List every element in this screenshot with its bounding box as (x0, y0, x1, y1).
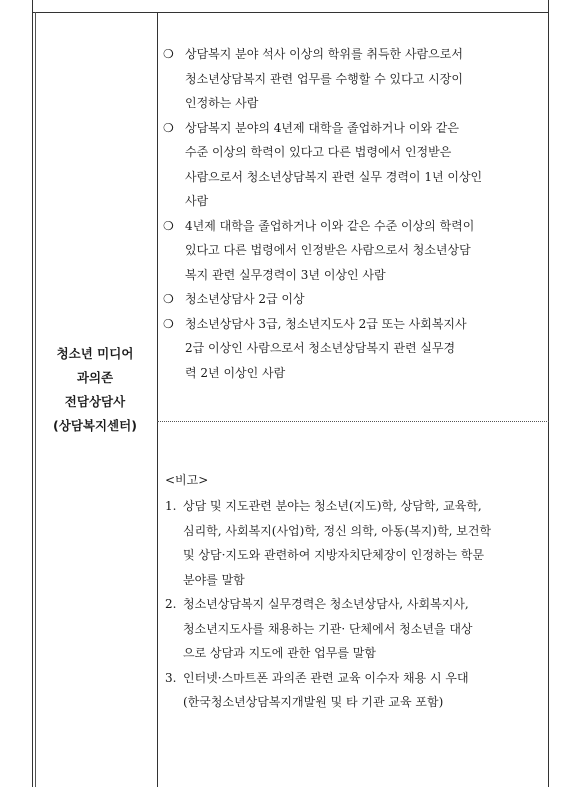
position-title-line: 과의존 (76, 370, 114, 385)
requirement-item (163, 287, 541, 312)
requirements-list (163, 42, 541, 385)
position-title (33, 342, 157, 438)
requirement-line: 있다고 다른 법령에서 인정받은 사람으로서 청소년상담 (185, 243, 471, 257)
requirement-line: 사람으로서 청소년상담복지 관련 실무 경력이 1년 이상인 (185, 169, 483, 184)
note-item (163, 666, 541, 715)
requirement-line: 력 2년 이상인 사람 (185, 365, 286, 380)
note-number: 1. (165, 499, 177, 513)
requirement-line: 상담복지 분야 석사 이상의 학위를 취득한 사람으로서 (185, 47, 463, 61)
requirement-item (163, 42, 541, 116)
table-top-border (32, 12, 549, 13)
notes-title: <비고> (165, 473, 209, 487)
column-divider (157, 12, 158, 787)
requirement-line: 청소년상담복지 관련 업무를 수행할 수 있다고 시장이 (185, 71, 463, 86)
note-number: 3. (165, 670, 177, 685)
requirement-line: 2급 이상인 사람으로서 청소년상담복지 관련 실무경 (185, 341, 456, 355)
requirement-item (163, 312, 541, 386)
circle-bullet-icon: ❍ (163, 218, 174, 233)
requirement-line: 청소년상담사 3급, 청소년지도사 2급 또는 사회복지사 (185, 316, 467, 331)
requirement-item (163, 214, 541, 288)
requirement-line: 복지 관련 실무경력이 3년 이상인 사람 (185, 267, 386, 282)
notes-section (163, 468, 541, 715)
circle-bullet-icon: ❍ (163, 47, 174, 61)
note-line: 상담 및 지도관련 분야는 청소년(지도)학, 상담학, 교육학, (183, 499, 482, 513)
position-title-line: 청소년 미디어 (56, 346, 134, 361)
note-item (163, 494, 541, 592)
requirement-line: 청소년상담사 2급 이상 (185, 292, 305, 306)
note-line: (한국청소년상담복지개발원 및 타 기관 교육 포함) (183, 695, 444, 709)
note-line: 인터넷·스마트폰 과의존 관련 교육 이수자 채용 시 우대 (183, 670, 469, 685)
note-item (163, 592, 541, 666)
note-line: 청소년상담복지 실무경력은 청소년상담사, 사회복지사, (183, 597, 469, 611)
note-line: 청소년지도사를 채용하는 기관· 단체에서 청소년을 대상 (183, 621, 473, 636)
circle-bullet-icon: ❍ (163, 292, 174, 306)
note-line: 분야를 말함 (183, 572, 245, 587)
requirement-line: 수준 이상의 학력이 있다고 다른 법령에서 인정받은 (185, 145, 452, 159)
position-title-line: (상담복지센터) (53, 418, 137, 433)
circle-bullet-icon: ❍ (163, 120, 174, 135)
requirement-line: 상담복지 분야의 4년제 대학을 졸업하거나 이와 같은 (185, 120, 459, 135)
note-number: 2. (165, 597, 177, 611)
requirement-line: 인정하는 사람 (185, 96, 259, 110)
circle-bullet-icon: ❍ (163, 316, 174, 331)
note-line: 으로 상담과 지도에 관한 업무를 말함 (183, 646, 376, 660)
requirement-line: 사람 (185, 194, 209, 208)
requirement-line: 4년제 대학을 졸업하거나 이와 같은 수준 이상의 학력이 (185, 218, 475, 233)
requirement-item (163, 116, 541, 214)
note-line: 심리학, 사회복지(사업)학, 정신 의학, 아동(복지)학, 보건학 (183, 523, 492, 538)
note-line: 및 상담·지도와 관련하여 지방자치단체장이 인정하는 학문 (183, 548, 485, 562)
position-title-line: 전담상담사 (64, 394, 126, 409)
dotted-separator (157, 421, 549, 422)
